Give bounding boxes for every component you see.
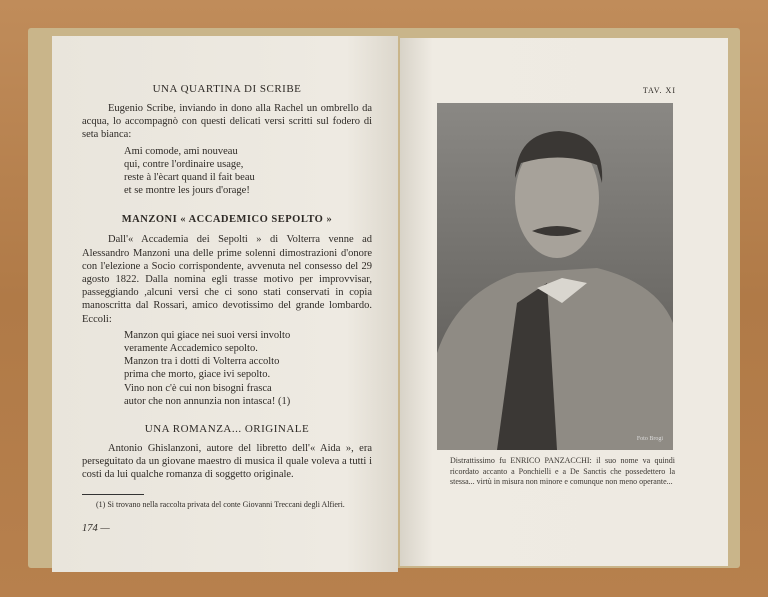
portrait-photo <box>437 103 673 450</box>
heading-manzoni: MANZONI « ACCADEMICO SEPOLTO » <box>121 214 333 226</box>
verse-manzoni <box>124 329 372 408</box>
plate-number: TAV. XI <box>642 86 676 95</box>
verse-line: Manzon qui giace nei suoi versi involto <box>124 329 291 341</box>
paragraph-manzoni: Dall'« Accademia dei Sepolti » di Volterra venne ad Alessandro Manzoni una delle prime solenni dimostrazioni d'onore con l'elezione a Socio corrispondente, avvenuta nel consesso del 29 agosto 1822. Dalla nomina egli trasse motivo per improvvisar, passeggiando ,alcuni versi che ci sono stati conservati in copia manoscritta dal Rossari, amico devotissimo del grande lombardo. Eccoli: <box>82 234 372 325</box>
photo-caption: Distrattissimo fu ENRICO PANZACCHI: il suo nome va quindi ricordato accanto a Ponchielli e a De Sanctis che possedettero la stessa... virtù in misura non minore e comunque non meno operante... <box>450 456 675 486</box>
verse-line: veramente Accademico sepolto. <box>124 343 258 355</box>
verse-line: prima che morto, giace ivi sepolto. <box>124 369 271 381</box>
footnote-rule <box>82 494 144 495</box>
paragraph-scribe: Eugenio Scribe, inviando in dono alla Rachel un ombrello da acqua, lo accompagnò con questi delicati versi scritti sul fodero di seta bianca: <box>82 103 372 141</box>
heading-romanza: UNA ROMANZA... ORIGINALE <box>144 423 310 436</box>
photo-credit: Foto Brogi <box>636 436 663 442</box>
verse-line: reste à l'ècart quand il fait beau <box>124 172 255 184</box>
right-page <box>400 38 728 566</box>
verse-line: Manzon tra i dotti di Volterra accolto <box>124 356 280 368</box>
verse-line: autor che non annunzia non intasca! (1) <box>124 395 291 407</box>
verse-line: et se montre les jours d'orage! <box>124 185 250 197</box>
verse-line: Ami comode, ami nouveau <box>124 145 238 157</box>
footnote: (1) Si trovano nella raccolta privata del conte Giovanni Treccani degli Alfieri. <box>96 499 345 509</box>
left-page <box>52 36 398 572</box>
verse-line: Vino non c'è cui non bisogni frasca <box>124 382 272 394</box>
portrait-figure <box>437 103 673 450</box>
heading-quartina: UNA QUARTINA DI SCRIBE <box>152 83 302 95</box>
page-number: 174 — <box>82 523 110 535</box>
verse-scribe <box>124 145 372 198</box>
left-page-text <box>82 82 372 536</box>
verse-line: qui, contre l'ordinaire usage, <box>124 158 244 170</box>
paragraph-ghislanzoni: Antonio Ghislanzoni, autore del libretto dell'« Aida », era perseguitato da un giovane maestro di musica il quale voleva a tutti i costi da lui qualche romanza di soggetto originale. <box>82 443 372 481</box>
